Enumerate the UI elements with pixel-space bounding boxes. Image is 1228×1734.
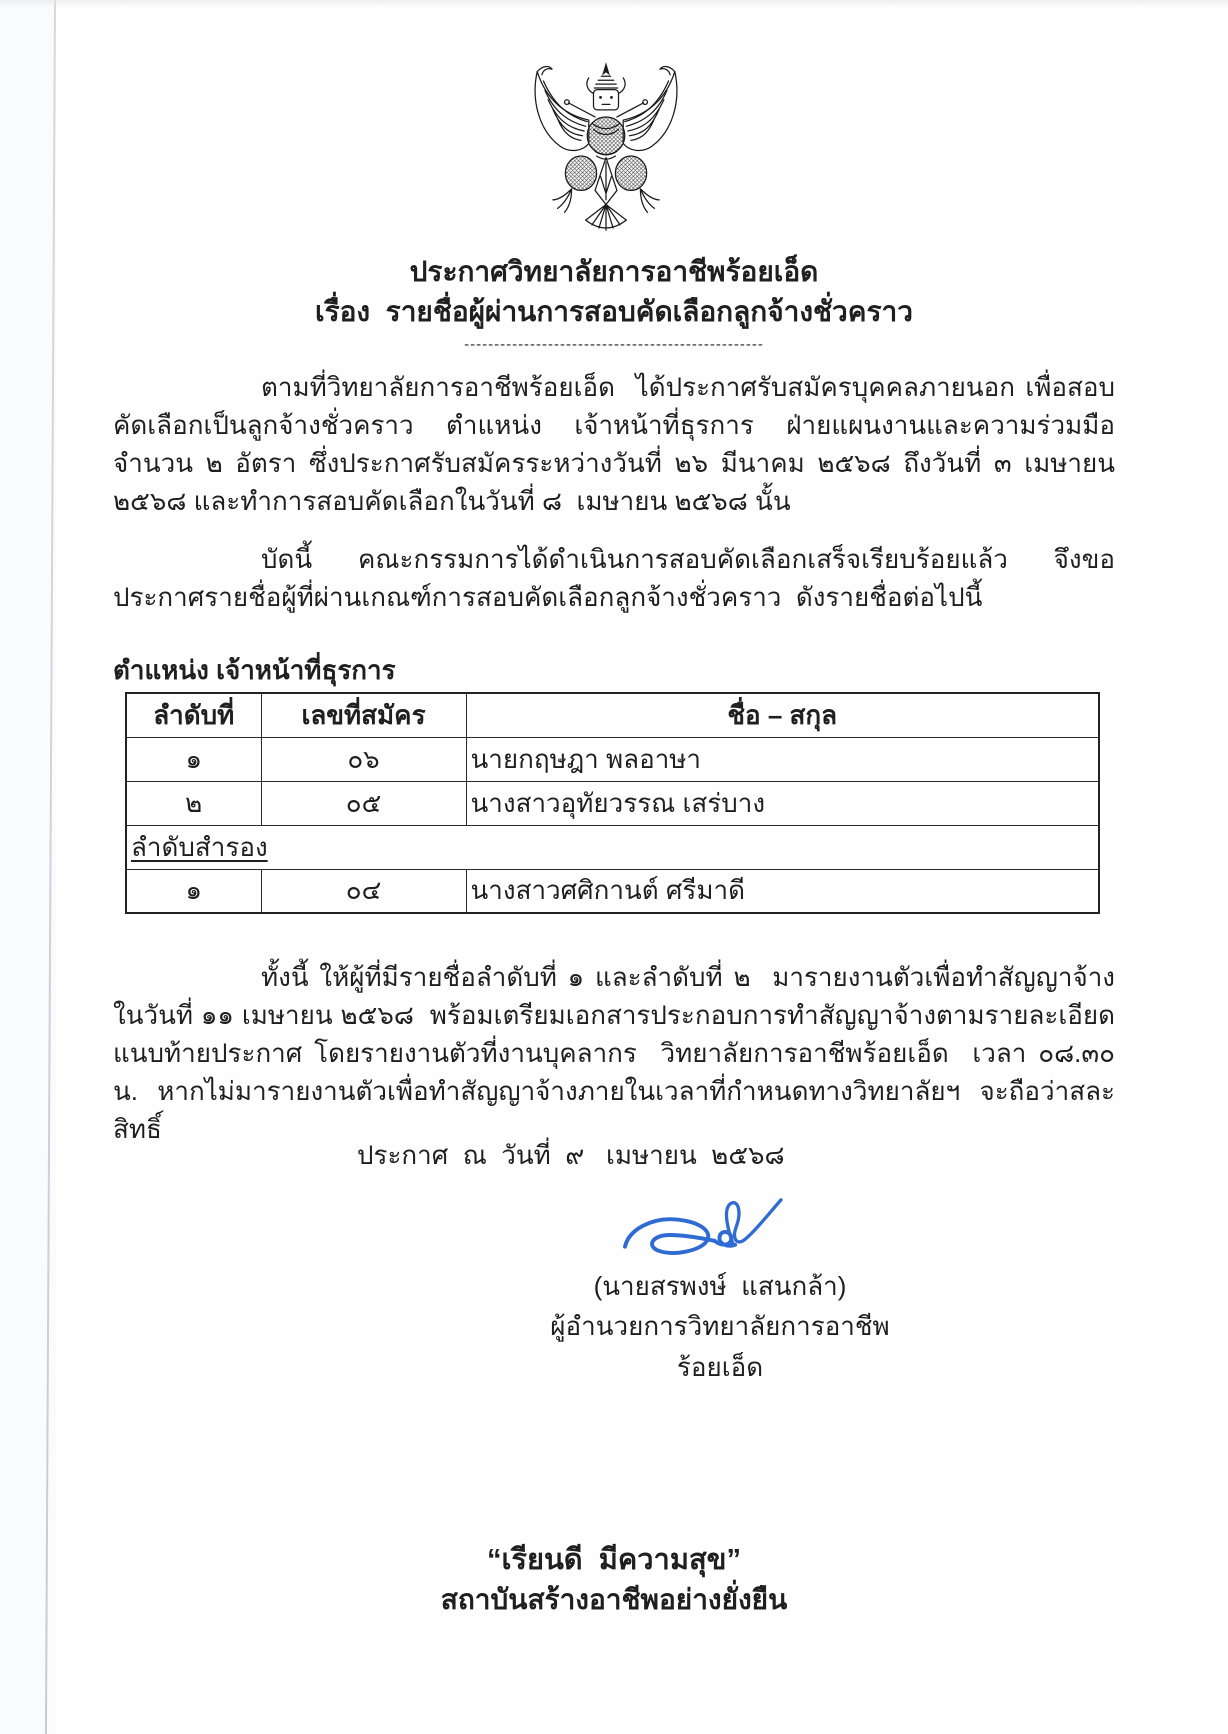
signatory-name: (นายสรพงษ์ แสนกล้า)	[593, 1271, 847, 1301]
position-header: ตำแหน่ง เจ้าหน้าที่ธุรการ	[113, 655, 396, 685]
divider-dashes: --------------------------------------------------	[464, 336, 764, 353]
cell-name: นางสาวอุทัยวรรณ เสร่บาง	[466, 781, 1099, 825]
cell-no: ๒	[126, 781, 261, 825]
table-row	[126, 737, 1099, 781]
cell-name: นายกฤษฎา พลอาษา	[466, 737, 1099, 781]
table-header-row	[126, 693, 1099, 737]
table-row	[126, 869, 1099, 913]
cell-app-no: ๐๖	[261, 737, 466, 781]
col-header-no: ลำดับที่	[126, 693, 261, 737]
table-row	[126, 781, 1099, 825]
announcement-date: ประกาศ ณ วันที่ ๙ เมษายน ๒๕๖๘	[357, 1140, 785, 1170]
cell-no: ๑	[126, 869, 261, 913]
cell-app-no: ๐๔	[261, 869, 466, 913]
cell-no: ๑	[126, 737, 261, 781]
footer-motto: “เรียนดี มีความสุข”	[487, 1544, 741, 1576]
garuda-emblem-icon	[520, 58, 692, 240]
signature-ink	[618, 1196, 786, 1274]
cell-app-no: ๐๕	[261, 781, 466, 825]
signatory-title: ผู้อำนวยการวิทยาลัยการอาชีพร้อยเอ็ด	[550, 1311, 890, 1382]
scan-top-shade	[0, 0, 1228, 8]
results-table	[125, 692, 1100, 914]
reserve-label: ลำดับสำรอง	[131, 831, 268, 862]
paragraph-background: ตามที่วิทยาลัยการอาชีพร้อยเอ็ด ได้ประกาศรับสมัครบุคคลภายนอก เพื่อสอบคัดเลือกเป็นลูกจ้างชั่วคราว ตำแหน่ง เจ้าหน้าที่ธุรการ ฝ่ายแผนงานและความร่วมมือ จำนวน ๒ อัตรา ซึ่งประกาศรับสมัครระหว่างวันที่ ๒๖ มีนาคม ๒๕๖๘ ถึงวันที่ ๓ เมษายน ๒๕๖๘ และทำการสอบคัดเลือกในวันที่ ๘ เมษายน ๒๕๖๘ นั้น	[113, 372, 1123, 516]
paragraph-result-intro: บัดนี้ คณะกรรมการได้ดำเนินการสอบคัดเลือกเสร็จเรียบร้อยแล้ว จึงขอประกาศรายชื่อผู้ที่ผ่านเกณฑ์การสอบคัดเลือกลูกจ้างชั่วคราว ดังรายชื่อต่อไปนี้	[113, 544, 1115, 612]
reserve-label-row	[126, 825, 1099, 869]
paragraph-reporting-instructions: ทั้งนี้ ให้ผู้ที่มีรายชื่อลำดับที่ ๑ และลำดับที่ ๒ มารายงานตัวเพื่อทำสัญญาจ้างในวันที่ ๑๑ เมษายน ๒๕๖๘ พร้อมเตรียมเอกสารประกอบการทำสัญญาจ้างตามรายละเอียดแนบท้ายประกาศ โดยรายงานตัวที่งานบุคลากร วิทยาลัยการอาชีพร้อยเอ็ด เวลา ๐๘.๓๐ น. หากไม่มารายงานตัวเพื่อทำสัญญาจ้างภายในเวลาที่กำหนดทางวิทยาลัยฯ จะถือว่าสละสิทธิ์	[113, 962, 1123, 1144]
col-header-app-no: เลขที่สมัคร	[261, 693, 466, 737]
col-header-name: ชื่อ – สกุล	[466, 693, 1099, 737]
footer-subtitle: สถาบันสร้างอาชีพอย่างยั่งยืน	[440, 1584, 788, 1615]
announcement-title: ประกาศวิทยาลัยการอาชีพร้อยเอ็ด	[409, 256, 819, 287]
reserve-label-cell	[126, 825, 1099, 869]
cell-name: นางสาวศศิกานต์ ศรีมาดี	[466, 869, 1099, 913]
announcement-subject: เรื่อง รายชื่อผู้ผ่านการสอบคัดเลือกลูกจ้างชั่วคราว	[315, 296, 913, 327]
